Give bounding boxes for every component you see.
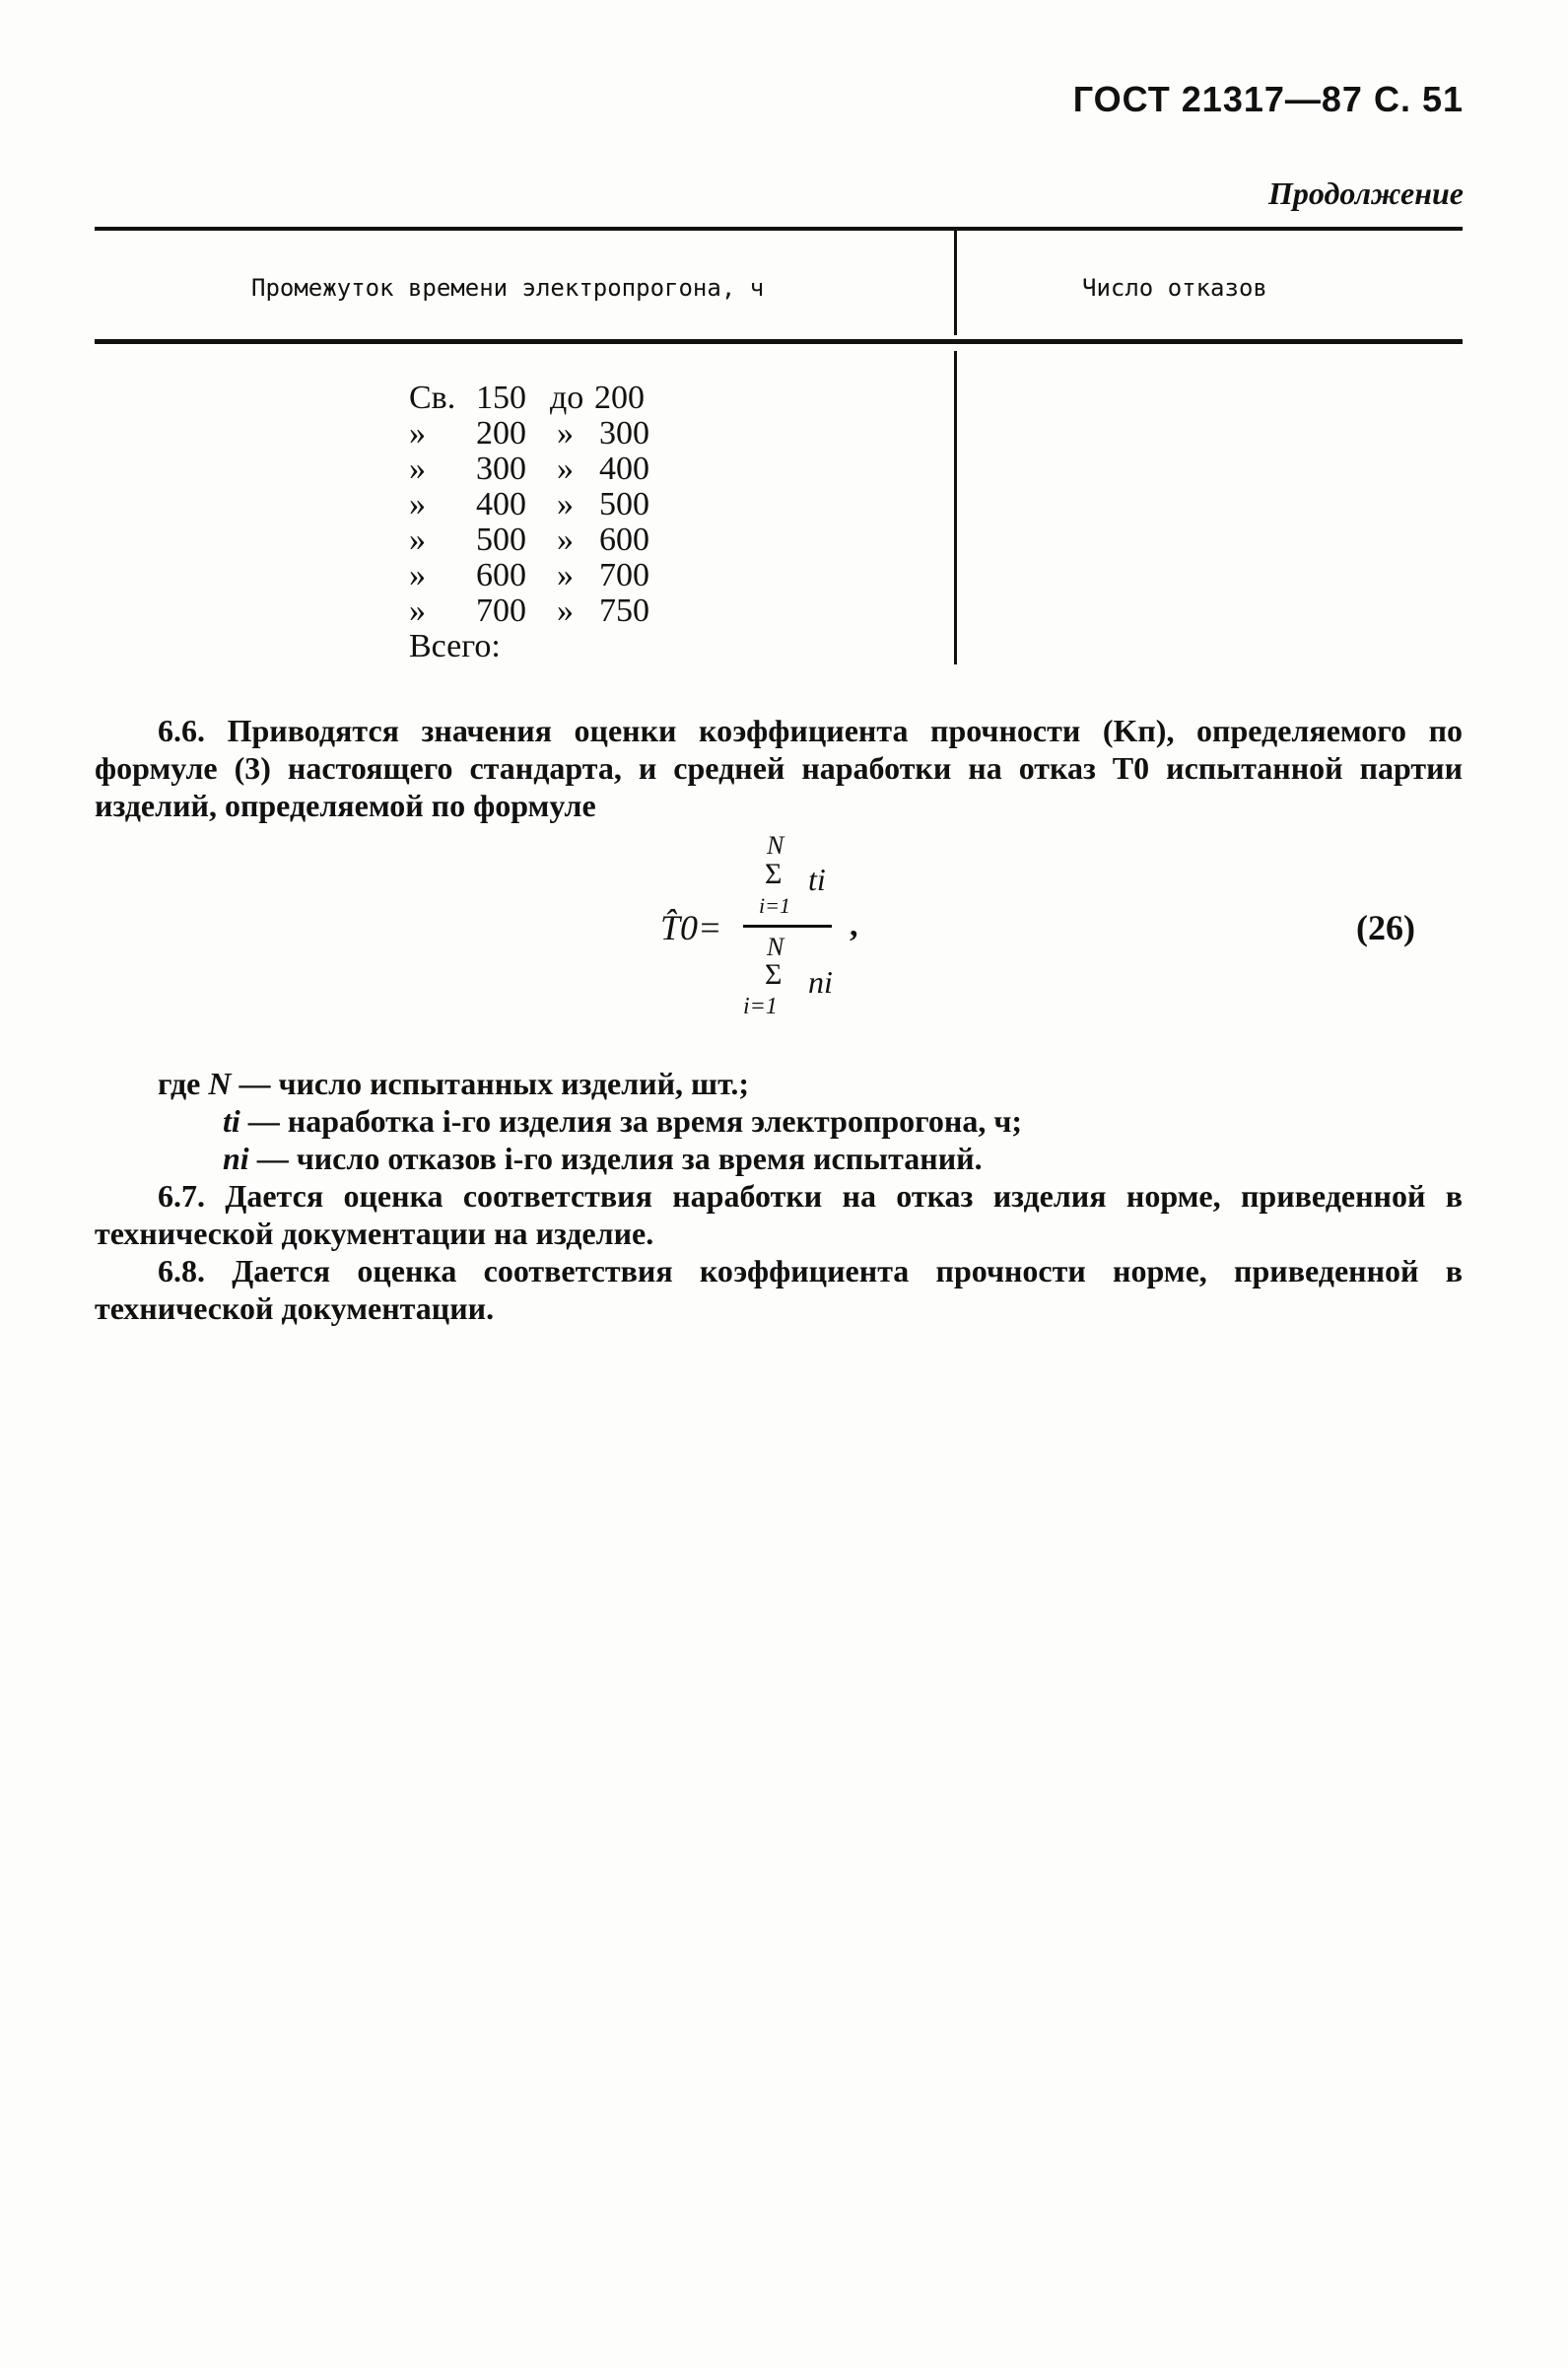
table-top-rule <box>95 227 1463 231</box>
row-to: 500 <box>599 486 649 522</box>
column-header-interval: Промежуток времени электропрогона, ч <box>251 274 765 302</box>
row-prefix: » <box>409 592 426 629</box>
row-sep: » <box>557 415 574 452</box>
table-total-label: Всего: <box>409 628 501 664</box>
row-sep: » <box>557 557 574 593</box>
row-prefix: » <box>409 486 426 522</box>
definition-ni: ni — число отказов i-го изделия за время испытаний. <box>223 1141 983 1176</box>
fraction-bar <box>743 925 832 928</box>
table-body-divider <box>954 351 957 664</box>
table-header-rule <box>95 339 1463 344</box>
formula-comma: , <box>850 907 858 943</box>
row-prefix: » <box>409 415 426 452</box>
paragraph-6-8: 6.8. Дается оценка соответствия коэффициента прочности норме, приведенной в технической документации. <box>95 1253 1463 1326</box>
formula-den-term: ni <box>808 964 833 1000</box>
formula-num-sigma: Σ <box>765 858 783 890</box>
row-sep: » <box>557 451 574 487</box>
symbol: N <box>208 1066 232 1101</box>
row-from: 500 <box>476 522 526 558</box>
row-prefix: » <box>409 522 426 558</box>
symbol: ti <box>223 1103 240 1139</box>
page-number: С. 51 <box>1373 79 1464 119</box>
formula-num-upper: N <box>767 831 784 860</box>
formula-den-upper: N <box>767 933 784 961</box>
row-to: 700 <box>599 557 649 593</box>
row-sep: » <box>557 592 574 629</box>
row-from: 600 <box>476 557 526 593</box>
row-prefix: » <box>409 451 426 487</box>
paragraph-6-6: 6.6. Приводятся значения оценки коэффициента прочности (Kп), определяемого по формуле (3) настоящего стандарта, и средней наработки на отказ T0 испытанной партии изделий, определяемой по формуле <box>95 713 1463 823</box>
row-from: 700 <box>476 592 526 629</box>
row-prefix: » <box>409 557 426 593</box>
row-sep: до <box>550 380 584 416</box>
row-to: 600 <box>599 522 649 558</box>
table-header-divider <box>954 231 957 335</box>
row-from: 200 <box>476 415 526 452</box>
definition-ti: ti — наработка i-го изделия за время электропрогона, ч; <box>223 1103 1023 1139</box>
formula-lhs: T̂0= <box>660 908 722 947</box>
formula-den-sigma: Σ <box>765 958 783 991</box>
row-prefix: Св. <box>409 380 456 416</box>
formula-number: (26) <box>1356 908 1415 947</box>
row-from: 300 <box>476 451 526 487</box>
definition-n: где N — число испытанных изделий, шт.; <box>158 1066 750 1101</box>
symbol: ni <box>223 1141 249 1176</box>
row-to: 750 <box>599 592 649 629</box>
row-sep: » <box>557 486 574 522</box>
standard-number: ГОСТ 21317—87 <box>1072 79 1363 119</box>
row-to: 300 <box>599 415 649 452</box>
row-to: 200 <box>594 380 645 416</box>
column-header-failures: Число отказов <box>1082 274 1267 302</box>
row-to: 400 <box>599 451 649 487</box>
row-from: 400 <box>476 486 526 522</box>
page-header <box>1073 79 1464 120</box>
formula-den-lower: i=1 <box>743 994 778 1019</box>
paragraph-6-7: 6.7. Дается оценка соответствия наработки на отказ изделия норме, приведенной в технической документации на изделие. <box>95 1178 1463 1251</box>
formula-num-lower: i=1 <box>759 893 790 918</box>
row-sep: » <box>557 522 574 558</box>
formula-num-term: ti <box>808 862 826 897</box>
continuation-label: Продолжение <box>1268 175 1464 211</box>
row-from: 150 <box>476 380 526 416</box>
